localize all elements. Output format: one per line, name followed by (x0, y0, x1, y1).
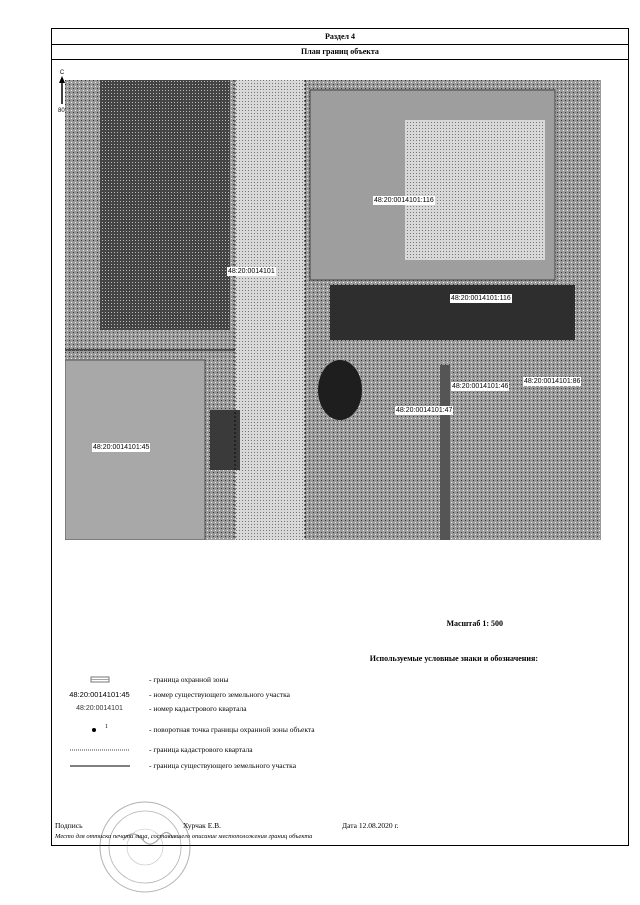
legend-symbol-protection-zone (52, 674, 147, 686)
legend-text: - номер кадастрового квартала (149, 704, 247, 713)
legend-title: Используемые условные знаки и обозначения: (369, 654, 538, 663)
legend-item (52, 760, 628, 772)
parcel-label: 48:20:0014101:47 (396, 407, 453, 414)
signature-line (55, 821, 615, 830)
quarter-label: 48:20:0014101 (228, 268, 275, 275)
turning-point-number: 1 (105, 724, 108, 730)
signer-name: Хурчак Е.В. (183, 821, 222, 830)
legend-symbol-turning-point (52, 724, 147, 736)
legend-symbol-parcel-number: 48:20:0014101:45 (69, 690, 130, 699)
document-page (51, 28, 629, 846)
legend-symbol-quarter-boundary (52, 744, 147, 756)
legend-symbol-quarter-number: 48:20:0014101 (76, 705, 123, 712)
legend-text: - граница охранной зоны (149, 675, 229, 684)
scale-bar-label: 80 (58, 108, 65, 114)
legend-item (52, 703, 628, 715)
signature-label: Подпись (55, 821, 83, 830)
aerial-map[interactable] (65, 80, 601, 540)
legend-item (52, 689, 628, 701)
legend-item (52, 674, 628, 686)
legend-text: - поворотная точка границы охранной зоны объекта (149, 725, 315, 734)
stamp-seal (98, 800, 192, 894)
aerial-photo (65, 80, 601, 540)
parcel-label: 48:20:0014101:116 (451, 295, 511, 302)
date: Дата 12.08.2020 г. (342, 821, 399, 830)
north-label: С (59, 70, 65, 76)
parcel-label: 48:20:0014101:86 (524, 378, 581, 385)
stamp-place-note: Место для оттиска печати лица, составившего описание местоположения границ объекта (55, 833, 313, 840)
section-header: Раздел 4 (52, 29, 628, 45)
scale-text: Масштаб 1: 500 (446, 619, 503, 628)
plan-title: План границ объекта (52, 44, 628, 60)
legend-symbol-parcel-boundary (52, 760, 147, 772)
parcel-label: 48:20:0014101:116 (374, 197, 434, 204)
legend-item (52, 724, 628, 736)
legend-text: - номер существующего земельного участка (149, 690, 290, 699)
parcel-label: 48:20:0014101:46 (452, 383, 509, 390)
legend-item (52, 744, 628, 756)
parcel-label: 48:20:0014101:45 (93, 444, 150, 451)
legend-text: - граница существующего земельного участка (149, 761, 297, 770)
legend-text: - граница кадастрового квартала (149, 745, 253, 754)
